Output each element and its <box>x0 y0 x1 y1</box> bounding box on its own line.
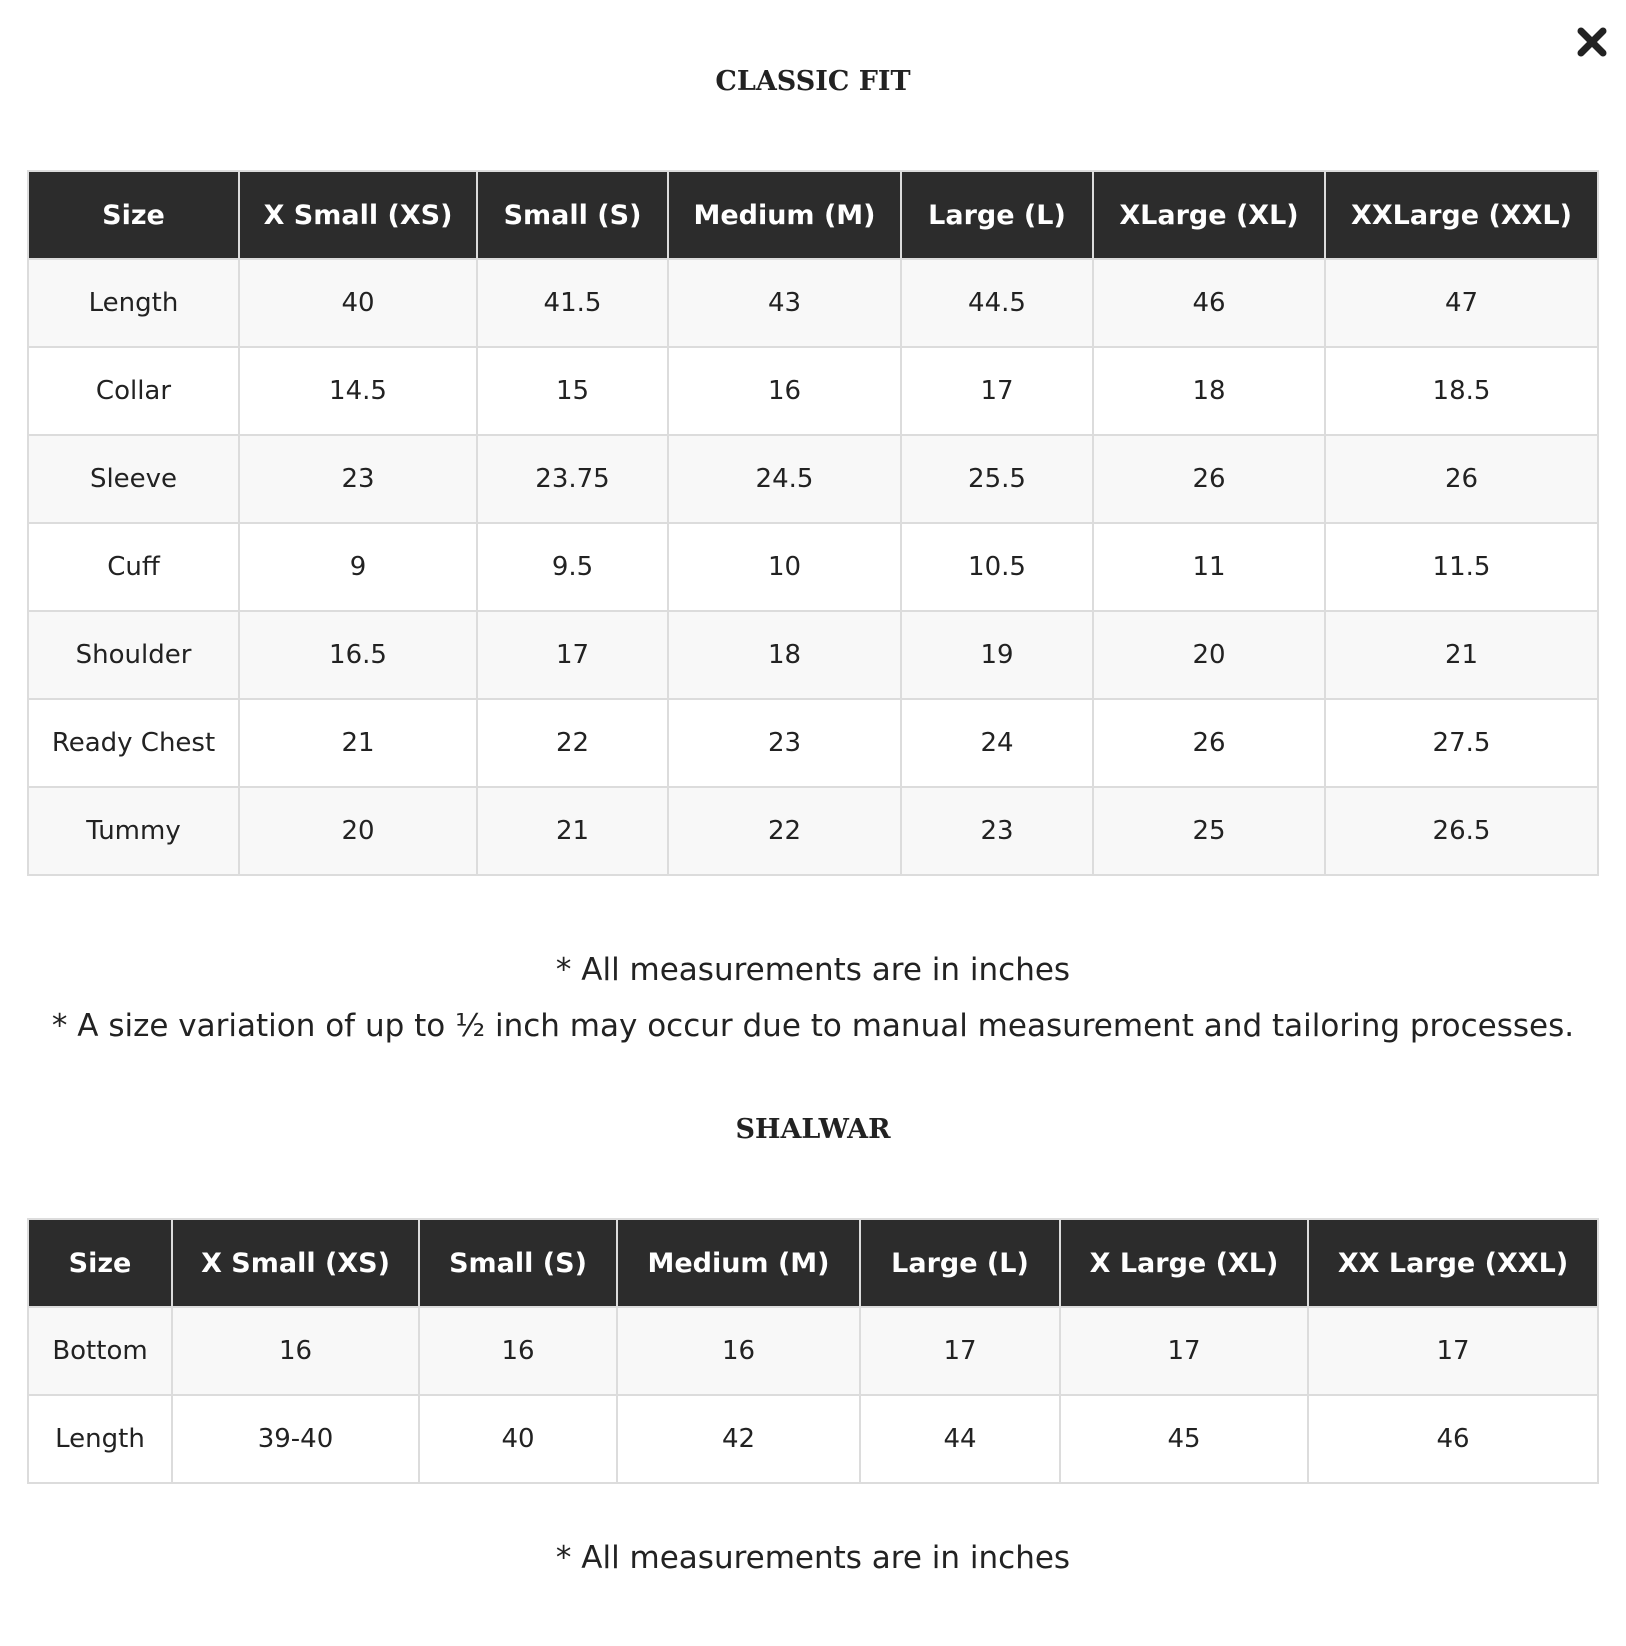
row-label: Bottom <box>28 1307 172 1395</box>
measurement-note: * All measurements are in inches <box>555 952 1071 988</box>
table-row <box>28 699 1598 787</box>
table-cell: 22 <box>477 699 668 787</box>
table-cell: 14.5 <box>239 347 477 435</box>
table-row <box>28 1395 1598 1483</box>
table-row <box>28 787 1598 875</box>
shalwar-table <box>27 1218 1599 1484</box>
table-header-row <box>28 171 1598 259</box>
table-cell: 24.5 <box>668 435 901 523</box>
column-header: XXLarge (XXL) <box>1325 171 1598 259</box>
table-cell: 42 <box>617 1395 860 1483</box>
table-cell: 44 <box>860 1395 1060 1483</box>
table-cell: 26 <box>1093 699 1325 787</box>
column-header: Size <box>28 171 239 259</box>
column-header: X Small (XS) <box>172 1219 419 1307</box>
column-header: X Large (XL) <box>1060 1219 1308 1307</box>
table-cell: 27.5 <box>1325 699 1598 787</box>
classic-fit-title: CLASSIC FIT <box>715 66 911 97</box>
classic-fit-table <box>27 170 1599 876</box>
table-cell: 23 <box>668 699 901 787</box>
shalwar-measurement-note: * All measurements are in inches <box>555 1540 1071 1576</box>
table-row <box>28 523 1598 611</box>
table-cell: 9 <box>239 523 477 611</box>
close-x-icon <box>1572 22 1612 62</box>
table-cell: 24 <box>901 699 1093 787</box>
table-cell: 18.5 <box>1325 347 1598 435</box>
table-row <box>28 435 1598 523</box>
table-cell: 18 <box>1093 347 1325 435</box>
column-header: XX Large (XXL) <box>1308 1219 1598 1307</box>
table-cell: 40 <box>419 1395 617 1483</box>
column-header: Medium (M) <box>668 171 901 259</box>
table-cell: 41.5 <box>477 259 668 347</box>
table-cell: 40 <box>239 259 477 347</box>
table-cell: 17 <box>1060 1307 1308 1395</box>
table-cell: 45 <box>1060 1395 1308 1483</box>
table-cell: 21 <box>239 699 477 787</box>
table-cell: 26 <box>1093 435 1325 523</box>
table-cell: 20 <box>1093 611 1325 699</box>
table-row <box>28 611 1598 699</box>
table-header-row <box>28 1219 1598 1307</box>
column-header: XLarge (XL) <box>1093 171 1325 259</box>
column-header: Large (L) <box>860 1219 1060 1307</box>
row-label: Shoulder <box>28 611 239 699</box>
row-label: Cuff <box>28 523 239 611</box>
table-cell: 16 <box>419 1307 617 1395</box>
table-cell: 11.5 <box>1325 523 1598 611</box>
table-cell: 11 <box>1093 523 1325 611</box>
table-cell: 23.75 <box>477 435 668 523</box>
table-cell: 18 <box>668 611 901 699</box>
shalwar-title: SHALWAR <box>735 1114 891 1145</box>
table-cell: 39-40 <box>172 1395 419 1483</box>
table-cell: 17 <box>477 611 668 699</box>
table-cell: 46 <box>1308 1395 1598 1483</box>
row-label: Tummy <box>28 787 239 875</box>
table-cell: 9.5 <box>477 523 668 611</box>
column-header: Small (S) <box>477 171 668 259</box>
table-row <box>28 347 1598 435</box>
table-cell: 17 <box>1308 1307 1598 1395</box>
table-cell: 25.5 <box>901 435 1093 523</box>
table-cell: 46 <box>1093 259 1325 347</box>
column-header: Small (S) <box>419 1219 617 1307</box>
size-variation-note: * A size variation of up to ½ inch may occur due to manual measurement and tailoring processes. <box>51 1008 1575 1044</box>
table-cell: 16.5 <box>239 611 477 699</box>
table-cell: 15 <box>477 347 668 435</box>
table-cell: 44.5 <box>901 259 1093 347</box>
table-cell: 25 <box>1093 787 1325 875</box>
table-cell: 17 <box>860 1307 1060 1395</box>
table-row <box>28 1307 1598 1395</box>
table-cell: 21 <box>477 787 668 875</box>
row-label: Ready Chest <box>28 699 239 787</box>
table-cell: 17 <box>901 347 1093 435</box>
table-cell: 16 <box>172 1307 419 1395</box>
table-cell: 20 <box>239 787 477 875</box>
column-header: Size <box>28 1219 172 1307</box>
row-label: Collar <box>28 347 239 435</box>
table-cell: 22 <box>668 787 901 875</box>
table-row <box>28 259 1598 347</box>
column-header: Large (L) <box>901 171 1093 259</box>
row-label: Length <box>28 1395 172 1483</box>
row-label: Length <box>28 259 239 347</box>
table-cell: 47 <box>1325 259 1598 347</box>
table-cell: 16 <box>668 347 901 435</box>
table-cell: 10.5 <box>901 523 1093 611</box>
column-header: Medium (M) <box>617 1219 860 1307</box>
table-cell: 16 <box>617 1307 860 1395</box>
close-button[interactable] <box>1572 22 1612 62</box>
table-cell: 23 <box>901 787 1093 875</box>
table-cell: 26.5 <box>1325 787 1598 875</box>
row-label: Sleeve <box>28 435 239 523</box>
table-cell: 26 <box>1325 435 1598 523</box>
table-cell: 43 <box>668 259 901 347</box>
table-cell: 10 <box>668 523 901 611</box>
table-cell: 19 <box>901 611 1093 699</box>
column-header: X Small (XS) <box>239 171 477 259</box>
table-cell: 21 <box>1325 611 1598 699</box>
table-cell: 23 <box>239 435 477 523</box>
